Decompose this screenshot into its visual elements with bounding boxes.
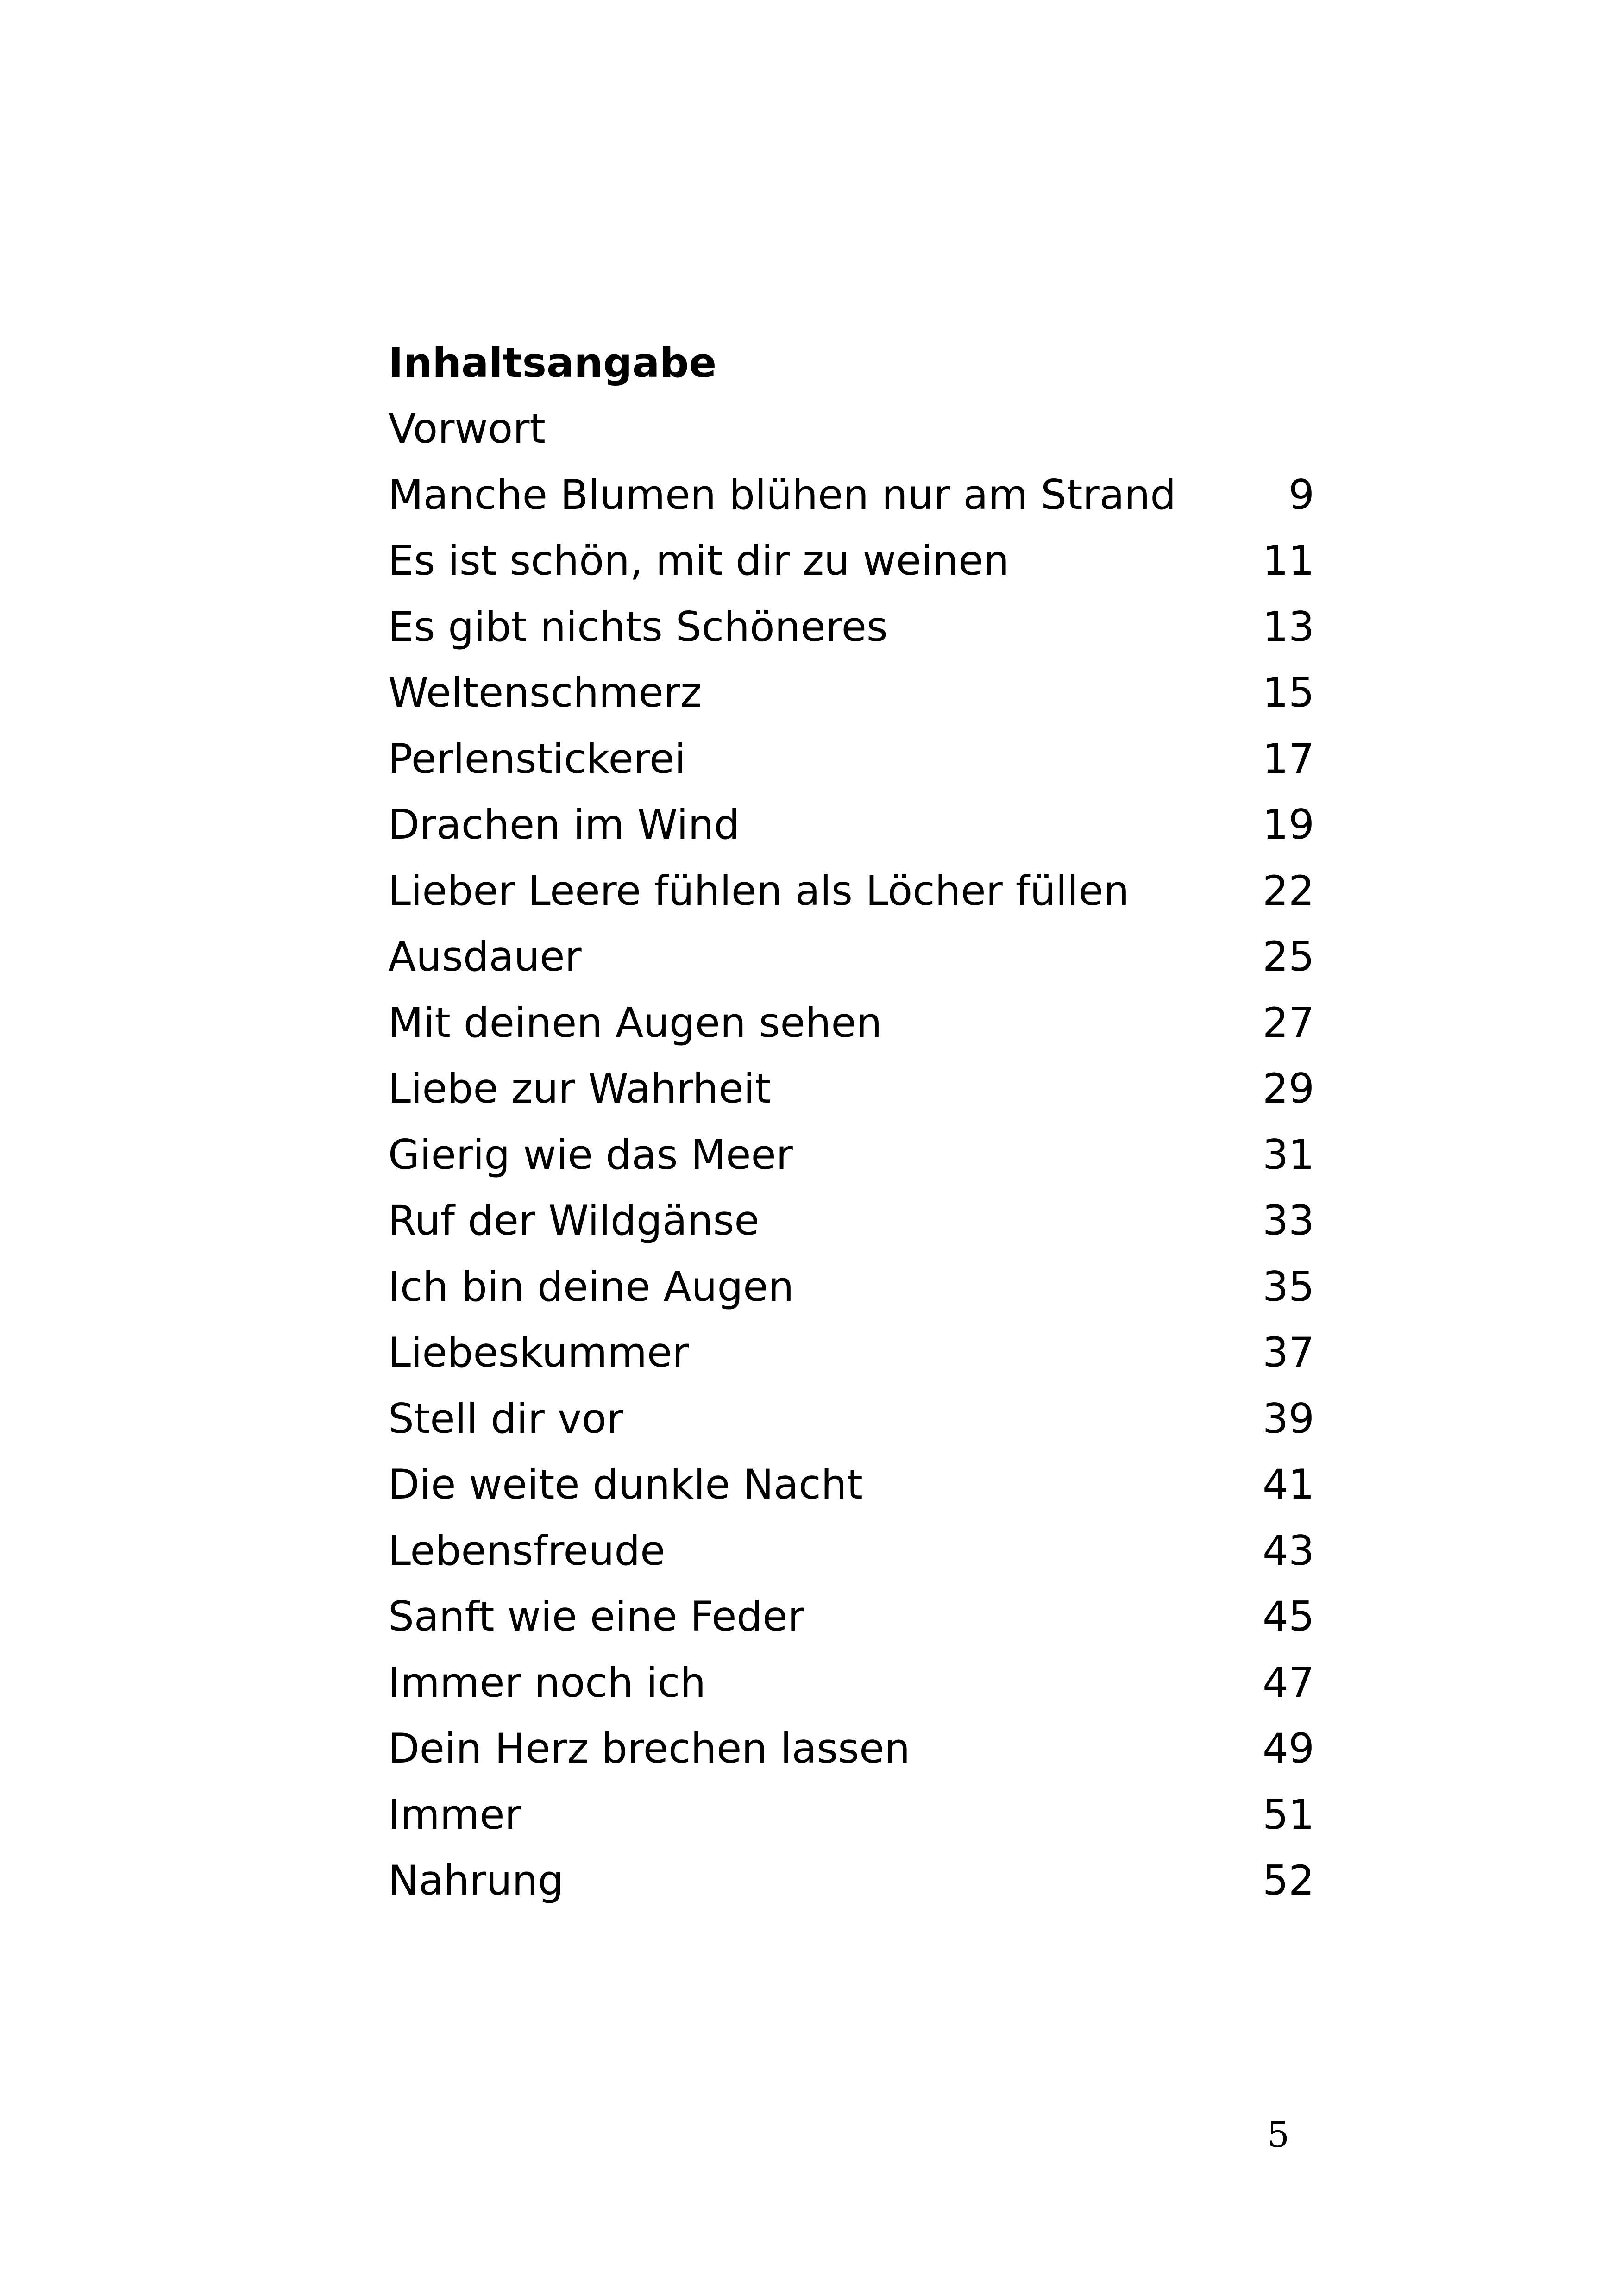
toc-entry-page: 19 — [1263, 801, 1314, 848]
toc-entry-page: 11 — [1263, 537, 1314, 584]
toc-entry-title: Es gibt nichts Schöneres — [388, 602, 888, 651]
toc-entry — [388, 1725, 1314, 1794]
toc-entry-page: 31 — [1263, 1130, 1314, 1179]
toc-entry-title: Vorwort — [388, 405, 546, 452]
toc-entry — [388, 1329, 1314, 1399]
toc-entry — [388, 801, 1314, 871]
toc-entry — [388, 1526, 1314, 1597]
toc-entry — [388, 866, 1314, 937]
toc-entry-title: Liebeskummer — [388, 1329, 689, 1376]
toc-entry-page: 49 — [1263, 1725, 1314, 1772]
toc-entry-title: Drachen im Wind — [388, 801, 740, 848]
toc-entry-page: 51 — [1263, 1790, 1314, 1838]
toc-list — [388, 405, 1314, 1926]
toc-entry — [388, 1197, 1314, 1267]
toc-entry — [388, 1262, 1314, 1333]
toc-entry-page: 41 — [1263, 1461, 1314, 1508]
toc-entry — [388, 537, 1314, 607]
toc-entry-title: Lebensfreude — [388, 1526, 666, 1575]
toc-entry-title: Sanft wie eine Feder — [388, 1593, 804, 1640]
toc-entry — [388, 1857, 1314, 1926]
toc-entry-title: Stell dir vor — [388, 1394, 623, 1443]
toc-entry-page: 45 — [1263, 1593, 1314, 1640]
toc-entry — [388, 1593, 1314, 1662]
toc-entry — [388, 470, 1314, 541]
toc-entry — [388, 734, 1314, 805]
toc-entry-title: Manche Blumen blühen nur am Strand — [388, 470, 1176, 519]
toc-entry-title: Die weite dunkle Nacht — [388, 1461, 863, 1508]
toc-entry-page: 29 — [1263, 1065, 1314, 1112]
toc-entry-page: 52 — [1263, 1857, 1314, 1904]
toc-entry-title: Gierig wie das Meer — [388, 1130, 793, 1179]
toc-entry-title: Weltenschmerz — [388, 669, 702, 716]
toc-entry-page: 47 — [1263, 1658, 1314, 1706]
toc-entry-title: Nahrung — [388, 1857, 564, 1904]
toc-entry — [388, 405, 1314, 475]
toc-entry-title: Ich bin deine Augen — [388, 1262, 794, 1311]
toc-entry-title: Lieber Leere fühlen als Löcher füllen — [388, 866, 1130, 915]
toc-entry — [388, 1065, 1314, 1135]
toc-entry-title: Ausdauer — [388, 933, 582, 980]
toc-entry — [388, 998, 1314, 1069]
toc-entry — [388, 1394, 1314, 1465]
toc-entry-title: Ruf der Wildgänse — [388, 1197, 760, 1244]
table-of-contents — [388, 339, 1314, 1926]
toc-entry-page: 9 — [1288, 470, 1314, 519]
toc-entry-title: Perlenstickerei — [388, 734, 686, 783]
toc-entry — [388, 933, 1314, 1003]
toc-entry-page: 37 — [1263, 1329, 1314, 1376]
toc-entry-page: 43 — [1263, 1526, 1314, 1575]
toc-entry-page: 13 — [1263, 602, 1314, 651]
toc-entry — [388, 1130, 1314, 1201]
toc-entry-page: 39 — [1263, 1394, 1314, 1443]
toc-heading: Inhaltsangabe — [388, 339, 717, 387]
toc-entry-title: Immer — [388, 1790, 521, 1838]
page-number: 5 — [1267, 2114, 1290, 2155]
toc-entry-page: 17 — [1263, 734, 1314, 783]
toc-entry-title: Liebe zur Wahrheit — [388, 1065, 771, 1112]
toc-entry-page: 33 — [1263, 1197, 1314, 1244]
toc-entry-page: 25 — [1263, 933, 1314, 980]
toc-entry-title: Es ist schön, mit dir zu weinen — [388, 537, 1010, 584]
toc-entry-title: Immer noch ich — [388, 1658, 706, 1706]
toc-entry — [388, 669, 1314, 739]
toc-entry-title: Mit deinen Augen sehen — [388, 998, 882, 1047]
toc-entry — [388, 1658, 1314, 1729]
toc-entry — [388, 602, 1314, 673]
toc-entry-page: 15 — [1263, 669, 1314, 716]
toc-entry — [388, 1790, 1314, 1861]
toc-entry — [388, 1461, 1314, 1531]
toc-entry-page: 22 — [1263, 866, 1314, 915]
toc-entry-page: 27 — [1263, 998, 1314, 1047]
toc-entry-page: 35 — [1263, 1262, 1314, 1311]
toc-entry-title: Dein Herz brechen lassen — [388, 1725, 911, 1772]
